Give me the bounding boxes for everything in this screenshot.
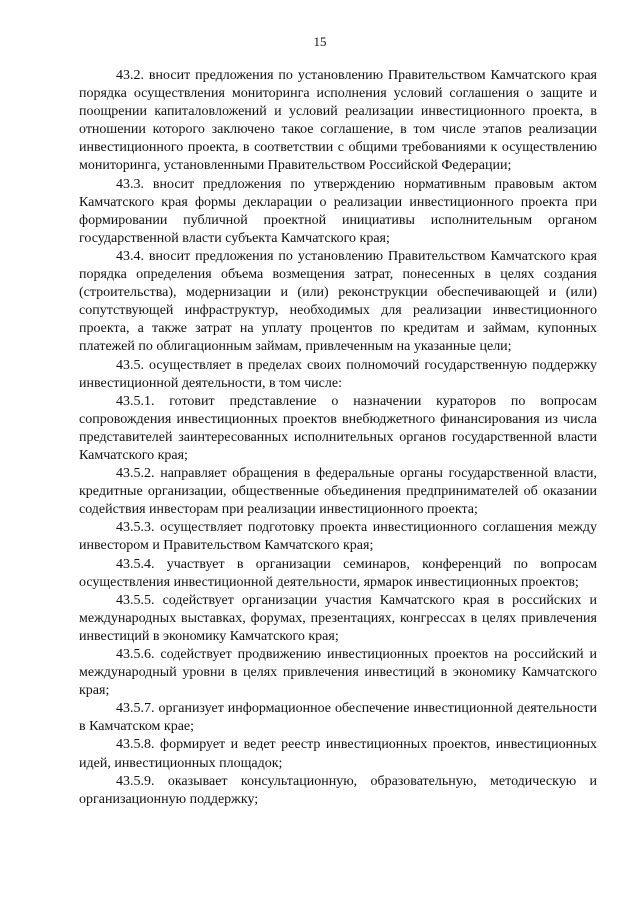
paragraph-43-5-8: 43.5.8. формирует и ведет реестр инвестиционных проектов, инвестиционных идей, инвестиционных площадок; — [79, 737, 597, 771]
paragraph-43-2: 43.2. вносит предложения по установлению Правительством Камчатского края порядка осуществления мониторинга исполнения условий соглашения о защите и поощрении капиталовложений и условий реализации инвестиционного проекта, в отношении которого заключено такое соглашение, в том числе этапов реализации инвестиционного проекта, в соответствии с общими требованиями к осуществлению мониторинга, установленными Правительством Российской Федерации; — [79, 68, 597, 174]
paragraph-43-4: 43.4. вносит предложения по установлению Правительством Камчатского края порядка определения объема возмещения затрат, понесенных в целях создания (строительства), модернизации и (или) реконструкции обеспечивающей и (или) сопутствующей инфраструктур, необходимых для реализации инвестиционного проекта, а также затрат на уплату процентов по кредитам и займам, купонных платежей по облигационным займам, привлеченным на указанные цели; — [79, 248, 597, 355]
paragraph-43-5-5: 43.5.5. содействует организации участия Камчатского края в российских и международных выставках, форумах, презентациях, конгрессах в целях привлечения инвестиций в экономику Камчатского края; — [79, 592, 597, 644]
document-body — [79, 67, 597, 809]
paragraph-43-5-4: 43.5.4. участвует в организации семинаров, конференций по вопросам осуществления инвестиционной деятельности, ярмарок инвестиционных проектов; — [79, 556, 597, 590]
paragraph-43-5-6: 43.5.6. содействует продвижению инвестиционных проектов на российский и международный уровни в целях привлечения инвестиций в экономику Камчатского края; — [79, 647, 597, 699]
paragraph-43-5-7: 43.5.7. организует информационное обеспечение инвестиционной деятельности в Камчатском крае; — [79, 701, 597, 735]
paragraph-43-3: 43.3. вносит предложения по утверждению нормативным правовым актом Камчатского края формы декларации о реализации инвестиционного проекта при формировании публичной проектной инициативы исполнительным органом государственной власти субъекта Камчатского края; — [79, 176, 597, 246]
paragraph-43-5-9: 43.5.9. оказывает консультационную, образовательную, методическую и организационную поддержку; — [79, 773, 597, 807]
paragraph-43-5-1: 43.5.1. готовит представление о назначении кураторов по вопросам сопровождения инвестиционных проектов внебюджетного финансирования из числа представителей заинтересованных исполнительных органов государственной власти Камчатского края; — [79, 393, 597, 463]
page-number: 15 — [313, 34, 327, 49]
paragraph-43-5-2: 43.5.2. направляет обращения в федеральные органы государственной власти, кредитные организации, общественные объединения предпринимателей об оказании содействия инвесторам при реализации инвестиционного проекта; — [79, 466, 597, 518]
paragraph-43-5-3: 43.5.3. осуществляет подготовку проекта инвестиционного соглашения между инвестором и Правительством Камчатского края; — [79, 520, 597, 554]
paragraph-43-5: 43.5. осуществляет в пределах своих полномочий государственную поддержку инвестиционной деятельности, в том числе: — [79, 357, 597, 391]
